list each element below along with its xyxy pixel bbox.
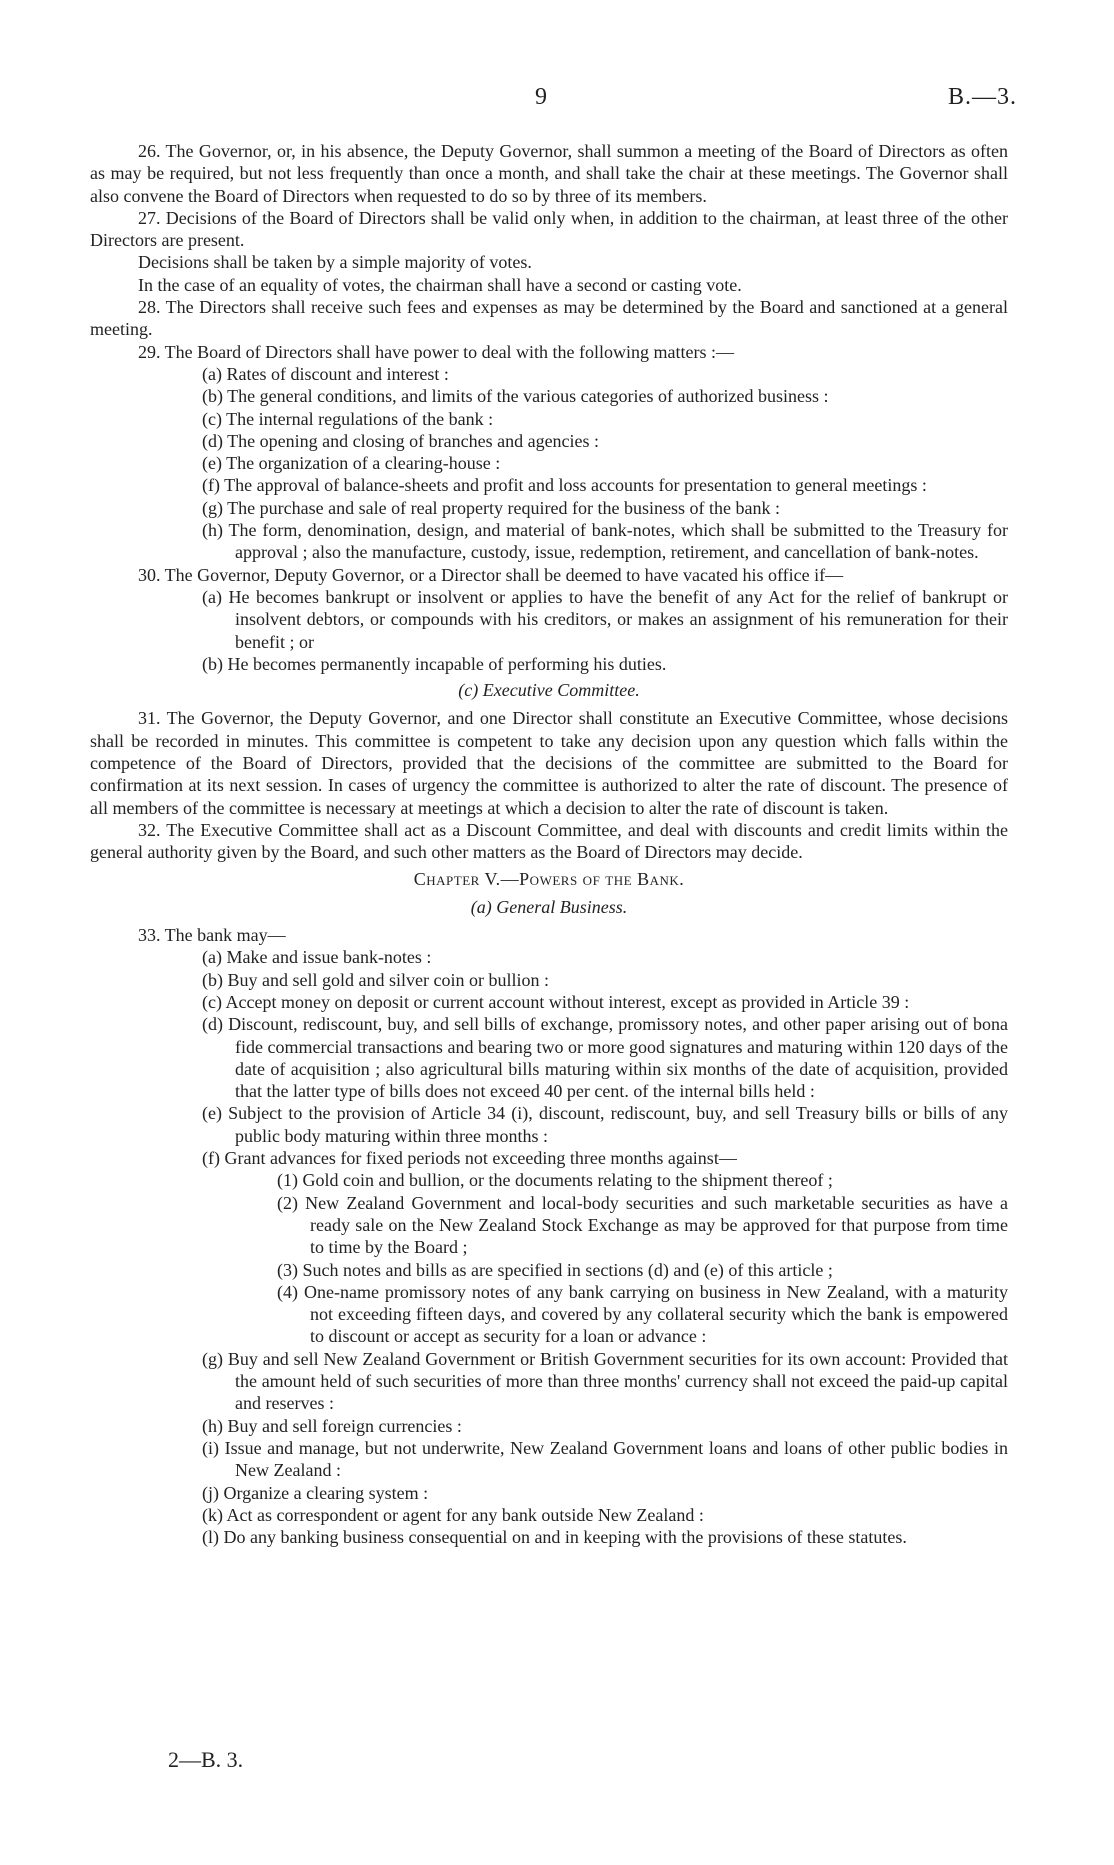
paragraph-29: 29. The Board of Directors shall have power to deal with the following matters :— xyxy=(138,341,735,362)
list-item: (a) Rates of discount and interest : xyxy=(202,363,449,384)
list-item: (b) The general conditions, and limits of the various categories of authorized business : xyxy=(202,386,829,407)
section-heading-general-business: (a) General Business. xyxy=(470,896,628,917)
list-item: (j) Organize a clearing system : xyxy=(202,1482,429,1503)
page-number: 9 xyxy=(535,84,547,110)
sub-list-item: (3) Such notes and bills as are specified in sections (d) and (e) of this article ; xyxy=(277,1259,833,1280)
sub-list-item: (2) New Zealand Government and local-body securities and such marketable securities as have a ready sale on the New Zealand Stock Exchange as may be approved for that purpose from time to time by the Board ; xyxy=(277,1192,1008,1258)
paragraph-27-casting-vote: In the case of an equality of votes, the chairman shall have a second or casting vote. xyxy=(138,274,742,295)
list-item: (b) Buy and sell gold and silver coin or bullion : xyxy=(202,969,549,990)
sub-list-item: (4) One-name promissory notes of any bank carrying on business in New Zealand, with a maturity not exceeding fifteen days, and covered by any collateral security which the bank is empowered to discount or accept as security for a loan or advance : xyxy=(277,1281,1008,1347)
document-code: B.—3. xyxy=(948,84,1018,110)
list-item: (f) The approval of balance-sheets and profit and loss accounts for presentation to general meetings : xyxy=(202,475,927,496)
paragraph-26: 26. The Governor, or, in his absence, the Deputy Governor, shall summon a meeting of the Board of Directors as often as may be required, but not less frequently than once a month, and shall take the chair at these meetings. The Governor shall also convene the Board of Directors when requested to do so by three of its members. xyxy=(90,141,1008,206)
signature-mark: 2—B. 3. xyxy=(168,1747,244,1772)
list-item: (e) The organization of a clearing-house : xyxy=(202,453,501,474)
list-item: (d) The opening and closing of branches and agencies : xyxy=(202,430,600,451)
list-item: (b) He becomes permanently incapable of performing his duties. xyxy=(202,653,667,674)
list-item: (h) The form, denomination, design, and material of bank-notes, which shall be submitted to the Treasury for approval ; also the manufacture, custody, issue, redemption, retirement, and cancellation of bank-notes. xyxy=(202,520,1008,563)
list-item: (f) Grant advances for fixed periods not exceeding three months against— xyxy=(202,1148,737,1169)
list-item: (k) Act as correspondent or agent for any bank outside New Zealand : xyxy=(202,1504,704,1525)
paragraph-30: 30. The Governor, Deputy Governor, or a Director shall be deemed to have vacated his office if— xyxy=(138,564,844,585)
list-item: (a) Make and issue bank-notes : xyxy=(202,947,432,968)
paragraph-28: 28. The Directors shall receive such fees and expenses as may be determined by the Board and sanctioned at a general meeting. xyxy=(90,297,1008,340)
list-item: (c) The internal regulations of the bank : xyxy=(202,408,494,429)
list-item: (d) Discount, rediscount, buy, and sell bills of exchange, promissory notes, and other paper arising out of bona fide commercial transactions and bearing two or more good signatures and maturing within 120 days of the date of acquisition ; also agricultural bills maturing within six months of the date of acquisition, provided that the latter type of bills does not exceed 40 per cent. of the internal bills held : xyxy=(202,1014,1008,1102)
list-item: (i) Issue and manage, but not underwrite, New Zealand Government loans and loans of other public bodies in New Zealand : xyxy=(202,1437,1008,1481)
section-heading-executive-committee: (c) Executive Committee. xyxy=(458,680,640,701)
paragraph-31: 31. The Governor, the Deputy Governor, and one Director shall constitute an Executive Committee, whose decisions shall be recorded in minutes. This committee is competent to take any decision upon any question which falls within the competence of the Board of Directors, provided that the decisions of the committee are submitted to the Board for confirmation at its next session. In cases of urgency the committee is authorized to alter the rate of discount. The presence of all members of the committee is necessary at meetings at which a decision to alter the rate of discount is taken. xyxy=(90,708,1008,818)
list-item: (e) Subject to the provision of Article 34 (i), discount, rediscount, buy, and sell Treasury bills or bills of any public body maturing within three months : xyxy=(202,1103,1008,1146)
list-item: (l) Do any banking business consequential on and in keeping with the provisions of these statutes. xyxy=(202,1527,907,1548)
document-body xyxy=(90,140,1008,1548)
paragraph-33: 33. The bank may— xyxy=(138,925,286,946)
paragraph-32: 32. The Executive Committee shall act as a Discount Committee, and deal with discounts and credit limits within the general authority given by the Board, and such other matters as the Board of Directors may decide. xyxy=(90,819,1008,863)
list-item: (c) Accept money on deposit or current account without interest, except as provided in Article 39 : xyxy=(202,991,910,1012)
chapter-heading: Chapter V.—Powers of the Bank. xyxy=(413,868,685,889)
paragraph-27: 27. Decisions of the Board of Directors shall be valid only when, in addition to the chairman, at least three of the other Directors are present. xyxy=(90,207,1008,251)
list-item: (g) The purchase and sale of real property required for the business of the bank : xyxy=(202,497,780,518)
list-item: (a) He becomes bankrupt or insolvent or applies to have the benefit of any Act for the relief of bankrupt or insolvent debtors, or compounds with his creditors, or makes an assignment of his remuneration for their benefit ; or xyxy=(202,586,1008,652)
list-item: (h) Buy and sell foreign currencies : xyxy=(202,1415,462,1436)
sub-list-item: (1) Gold coin and bullion, or the documents relating to the shipment thereof ; xyxy=(277,1170,833,1191)
paragraph-27-majority: Decisions shall be taken by a simple majority of votes. xyxy=(138,252,532,273)
list-item: (g) Buy and sell New Zealand Government or British Government securities for its own account: Provided that the amount held of such securities of more than three months' currency shall not exceed the paid-up capital and reserves : xyxy=(202,1348,1008,1414)
